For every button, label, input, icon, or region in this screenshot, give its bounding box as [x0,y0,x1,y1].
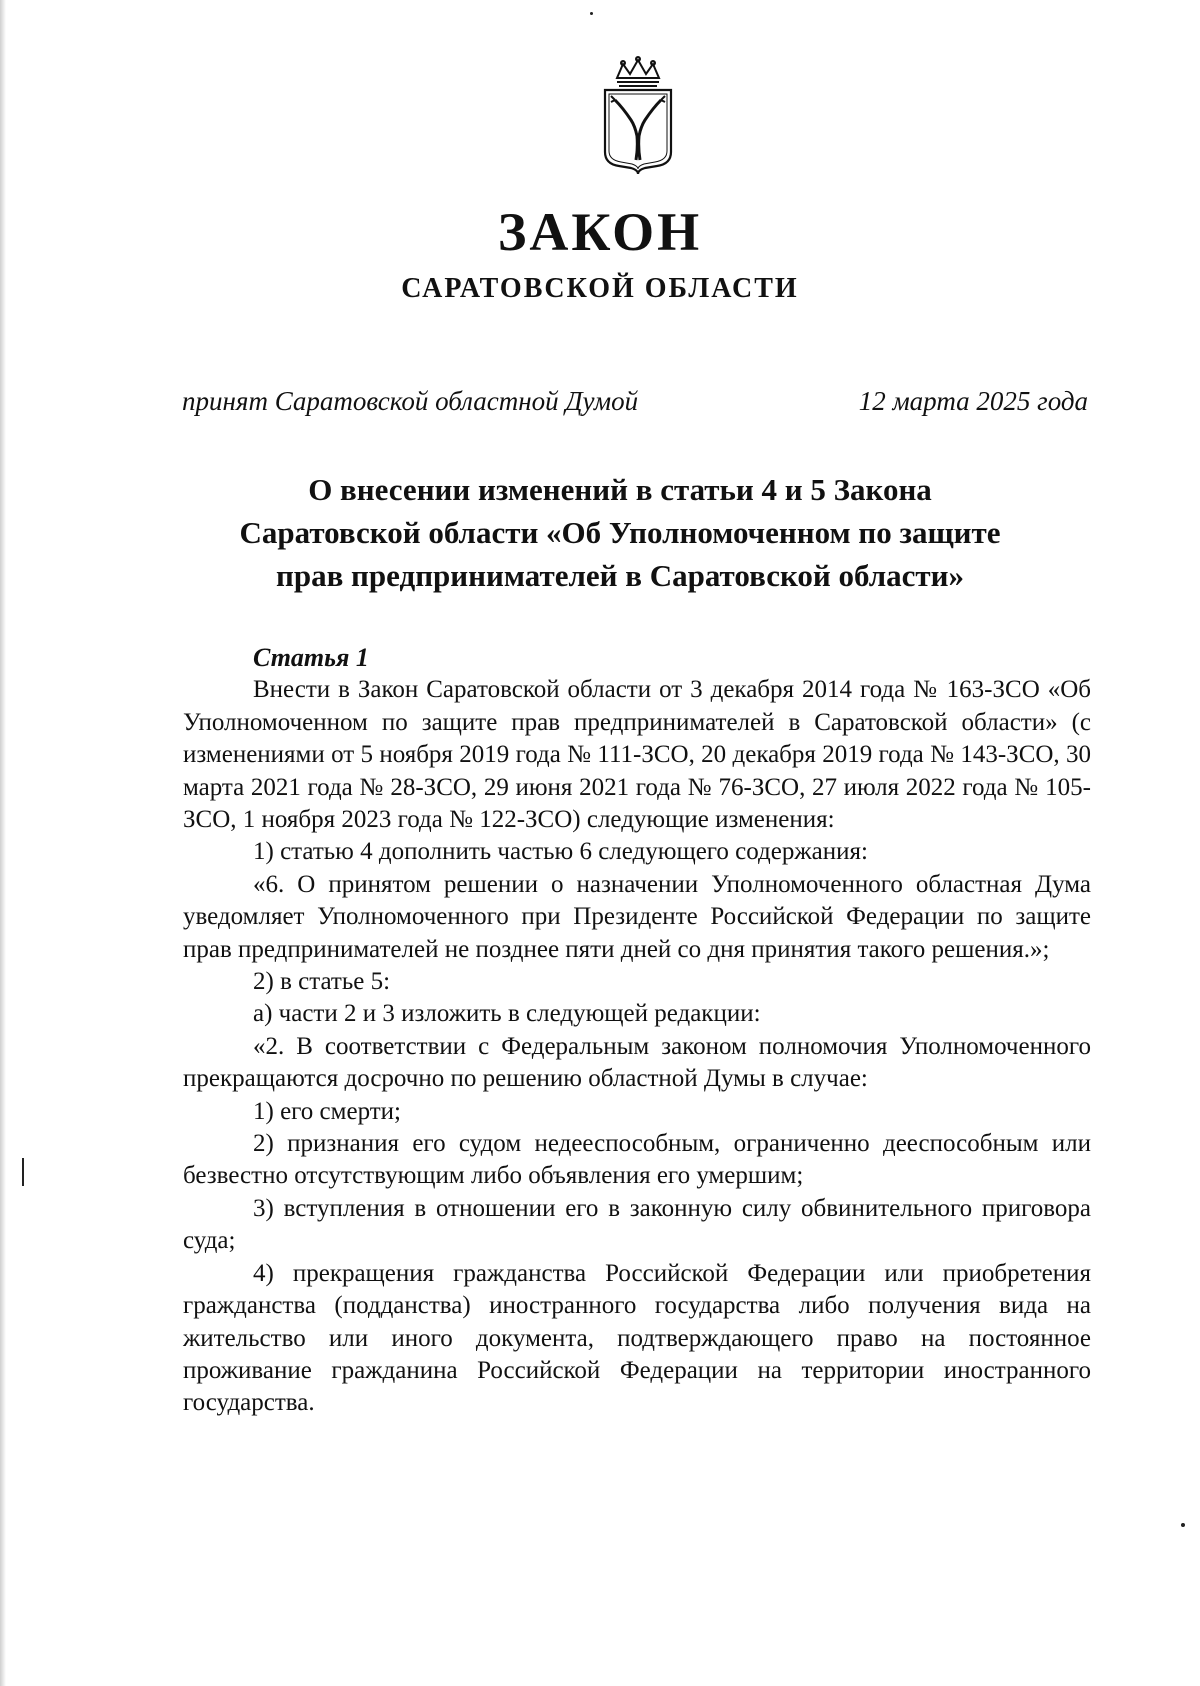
heading-line: О внесении изменений в статьи 4 и 5 Закона [308,472,932,507]
paragraph: Внести в Закон Саратовской области от 3 декабря 2014 года № 163-ЗСО «Об Уполномоченном по защите прав предпринимателей в Саратовской области» (с изменениями от 5 ноября 2019 года № 111-ЗСО, 20 декабря 2019 года № 143-ЗСО, 30 марта 2021 года № 28-ЗСО, 29 июня 2021 года № 76-ЗСО, 27 июля 2022 года № 105-ЗСО, 1 ноября 2023 года № 122-ЗСО) следующие изменения: [183,676,1091,834]
paragraph: 4) прекращения гражданства Российской Федерации или приобретения гражданства (подданства) иностранного государства либо получения вида на жительство или иного документа, подтверждающего право на постоянное проживание гражданина Российской Федерации на территории иностранного государства. [183,1259,1091,1417]
document-subtitle: САРАТОВСКОЙ ОБЛАСТИ [401,273,799,304]
scan-artifact [1181,1523,1185,1527]
article-title: Статья 1 [253,643,369,672]
law-heading [150,468,1090,597]
saratov-coat-of-arms-icon [597,56,679,176]
scan-artifact [590,12,593,15]
heading-line: прав предпринимателей в Саратовской области» [275,558,965,593]
paragraph: 2) в статье 5: [253,968,391,996]
paragraph: 3) вступления в отношении его в законную силу обвинительного приговора суда; [183,1194,1091,1255]
scan-artifact [22,1158,24,1186]
paragraph: а) части 2 и 3 изложить в следующей редакции: [253,1000,761,1028]
document-title: ЗАКОН [497,202,703,262]
paragraph: 1) его смерти; [253,1097,401,1125]
heading-line: Саратовской области «Об Уполномоченном по защите [239,515,1001,550]
adopted-by: принят Саратовской областной Думой [182,386,639,416]
paragraph: «2. В соответствии с Федеральным законом полномочия Уполномоченного прекращаются досрочно по решению областной Думы в случае: [183,1032,1091,1093]
article-body [183,642,1091,1420]
adoption-date: 12 марта 2025 года [858,386,1088,416]
paragraph: «6. О принятом решении о назначении Уполномоченного областная Дума уведомляет Уполномоченного при Президенте Российской Федерации по защите прав предпринимателей не позднее пяти дней со дня принятия такого решения.»; [183,870,1091,963]
paragraph: 1) статью 4 дополнить частью 6 следующего содержания: [253,838,868,866]
paragraph: 2) признания его судом недееспособным, ограниченно дееспособным или безвестно отсутствующим либо объявления его умершим; [183,1130,1091,1190]
